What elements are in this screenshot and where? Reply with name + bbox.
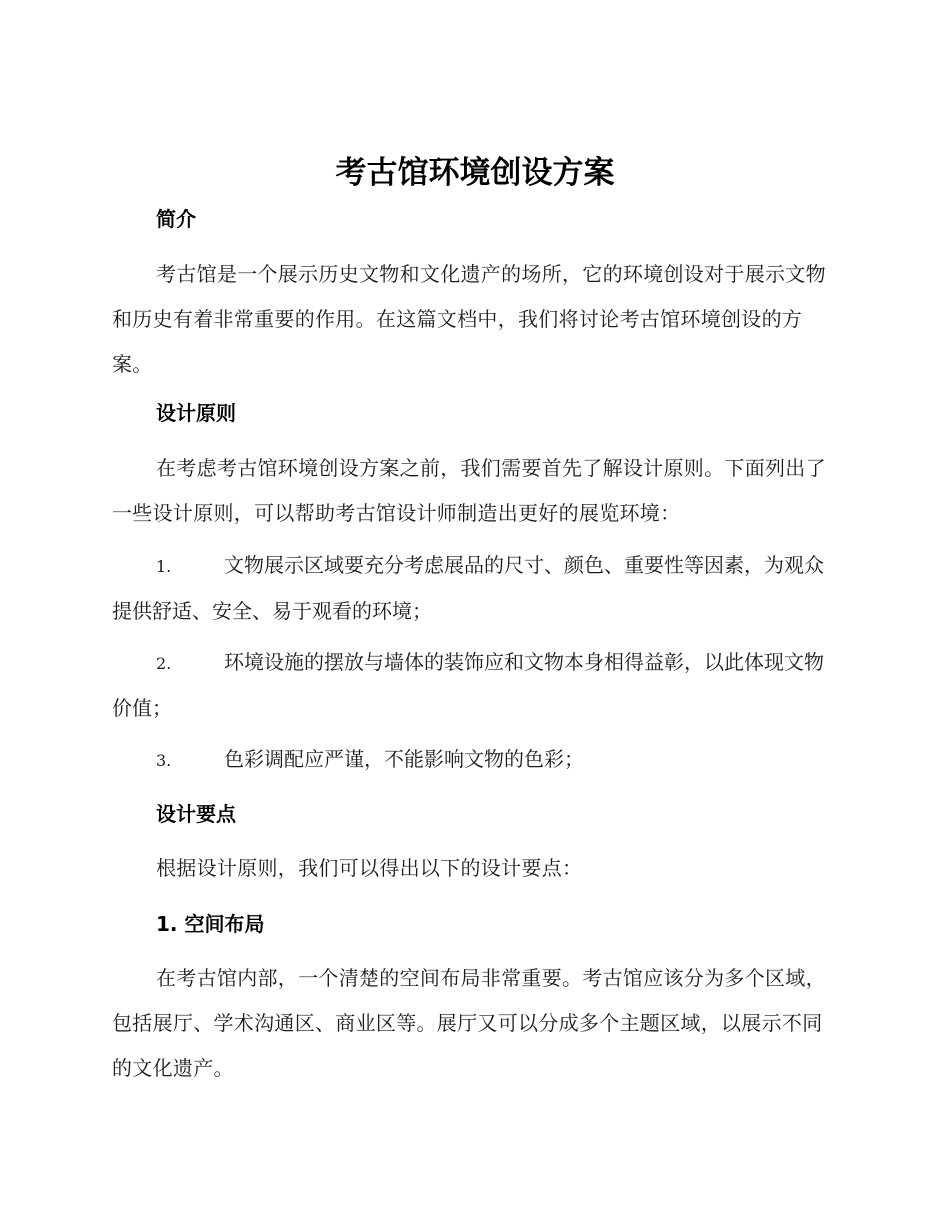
document-title: 考古馆环境创设方案: [335, 155, 615, 191]
section-heading-intro: 简介: [156, 207, 196, 231]
list-item-text: 色彩调配应严谨，不能影响文物的色彩；: [224, 747, 584, 771]
section-heading-principles: 设计原则: [156, 401, 236, 425]
list-item-number: 3.: [156, 751, 172, 770]
key-points-paragraph: 根据设计原则，我们可以得出以下的设计要点：: [156, 856, 583, 880]
list-item-number: 1.: [156, 557, 172, 576]
list-item-text: 文物展示区域要充分考虑展品的尺寸、颜色、重要性等因素，为观众提供舒适、安全、易于观看的环境；: [112, 553, 824, 623]
list-item: [112, 543, 834, 634]
principles-paragraph: 在考虑考古馆环境创设方案之前，我们需要首先了解设计原则。下面列出了一些设计原则，可以帮助考古馆设计师制造出更好的展览环境：: [112, 456, 826, 525]
space-layout-paragraph: 在考古馆内部，一个清楚的空间布局非常重要。考古馆应该分为多个区域，包括展厅、学术沟通区、商业区等。展厅又可以分成多个主题区域，以展示不同的文化遗产。: [112, 966, 826, 1080]
list-item: [112, 737, 834, 783]
section-heading-key-points: 设计要点: [156, 802, 236, 826]
list-item-text: 环境设施的摆放与墙体的装饰应和文物本身相得益彰，以此体现文物价值；: [112, 650, 824, 720]
section-heading-space-layout: 1. 空间布局: [156, 912, 265, 936]
list-item: [112, 640, 834, 731]
intro-paragraph: 考古馆是一个展示历史文物和文化遗产的场所，它的环境创设对于展示文物和历史有着非常重要的作用。在这篇文档中，我们将讨论考古馆环境创设的方案。: [112, 262, 826, 376]
list-item-number: 2.: [156, 654, 172, 673]
